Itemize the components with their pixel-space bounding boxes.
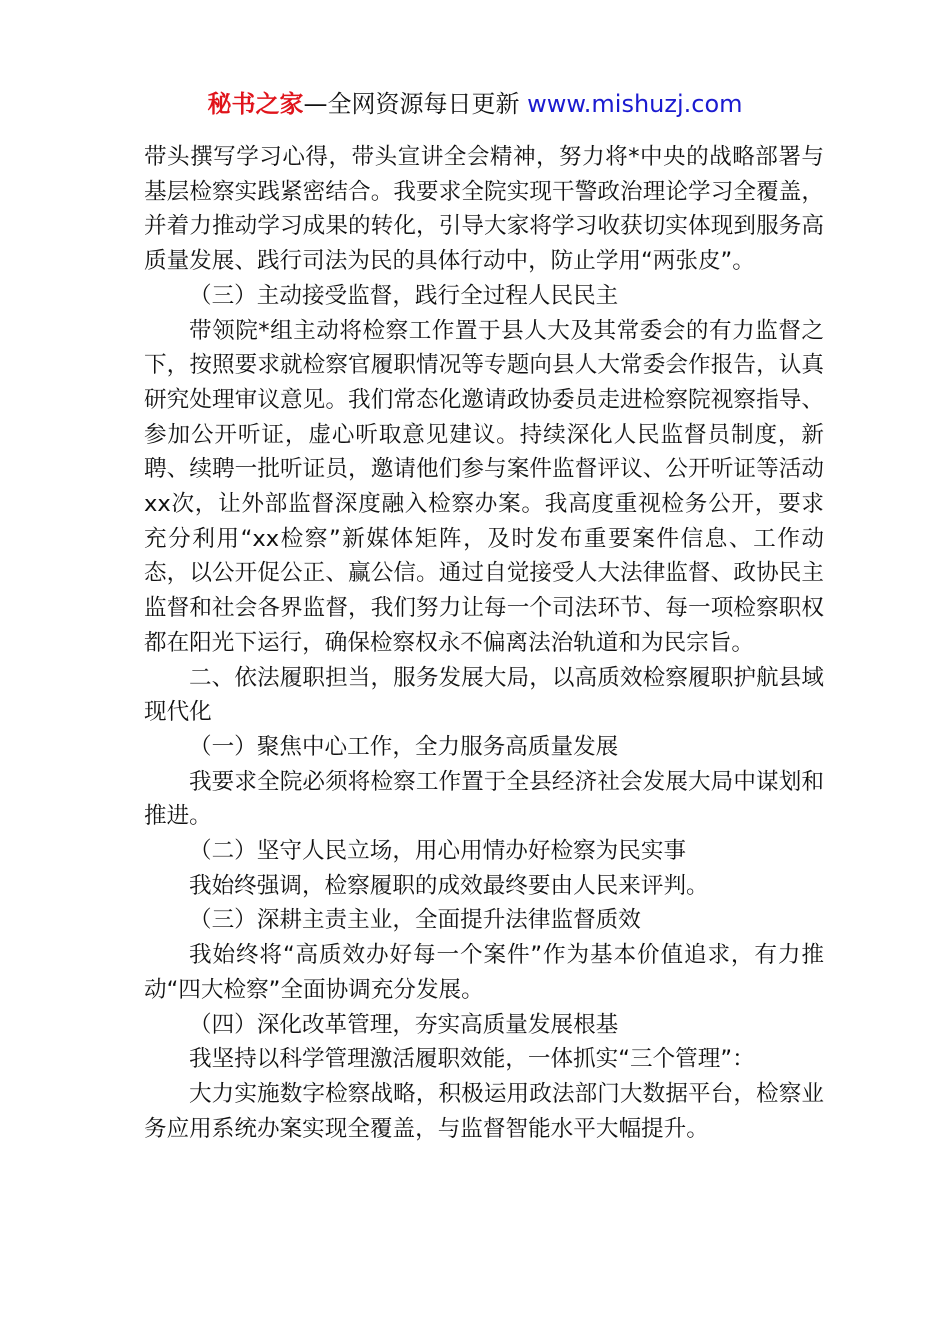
section-heading: （三）深耕主责主业，全面提升法律监督质效 [189,907,641,934]
paragraph: 我坚持以科学管理激活履职效能，一体抓实“三个管理”： [189,1046,755,1073]
header-tagline: —全网资源每日更新 [303,90,528,118]
header-url-link[interactable]: www.mishuzj.com [527,90,743,118]
paragraph: 大力实施数字检察战略，积极运用政法部门大数据平台，检察业务应用系统办案实现全覆盖，与监督智能水平大幅提升。 [144,1080,824,1142]
paragraph: 带领院*组主动将检察工作置于县人大及其常委会的有力监督之下，按照要求就检察官履职情况等专题向县人大常委会作报告，认真研究处理审议意见。我们常态化邀请政协委员走进检察院视察指导、参加公开听证，虚心听取意见建议。持续深化人民监督员制度，新聘、续聘一批听证员，邀请他们参与案件监督评议、公开听证等活动xx次，让外部监督深度融入检察办案。我高度重视检务公开，要求充分利用“xx检察”新媒体矩阵，及时发布重要案件信息、工作动态，以公开促公正、赢公信。通过自觉接受人大法律监督、政协民主监督和社会各界监督，我们努力让每一个司法环节、每一项检察职权都在阳光下运行，确保检察权永不偏离法治轨道和为民宗旨。 [144,317,824,656]
page-header [0,86,950,122]
paragraph: 我要求全院必须将检察工作置于全县经济社会发展大局中谋划和推进。 [144,768,824,830]
document-body [144,140,824,1146]
paragraph: 带头撰写学习心得，带头宣讲全会精神，努力将*中央的战略部署与基层检察实践紧密结合。我要求全院实现干警政治理论学习全覆盖，并着力推动学习成果的转化，引导大家将学习收获切实体现到服务高质量发展、践行司法为民的具体行动中，防止学用“两张皮”。 [144,144,824,275]
paragraph: 我始终将“高质效办好每一个案件”作为基本价值追求，有力推动“四大检察”全面协调充分发展。 [144,942,824,1003]
section-heading: （四）深化改革管理，夯实高质量发展根基 [189,1011,619,1038]
chapter-heading: 二、依法履职担当，服务发展大局，以高质效检察履职护航县域现代化 [144,664,824,726]
section-heading: （二）坚守人民立场，用心用情办好检察为民实事 [189,838,687,865]
paragraph: 我始终强调，检察履职的成效最终要由人民来评判。 [189,872,709,899]
section-heading: （三）主动接受监督，践行全过程人民民主 [189,282,619,309]
section-heading: （一）聚焦中心工作，全力服务高质量发展 [189,733,619,760]
header-brand: 秘书之家 [207,90,304,118]
